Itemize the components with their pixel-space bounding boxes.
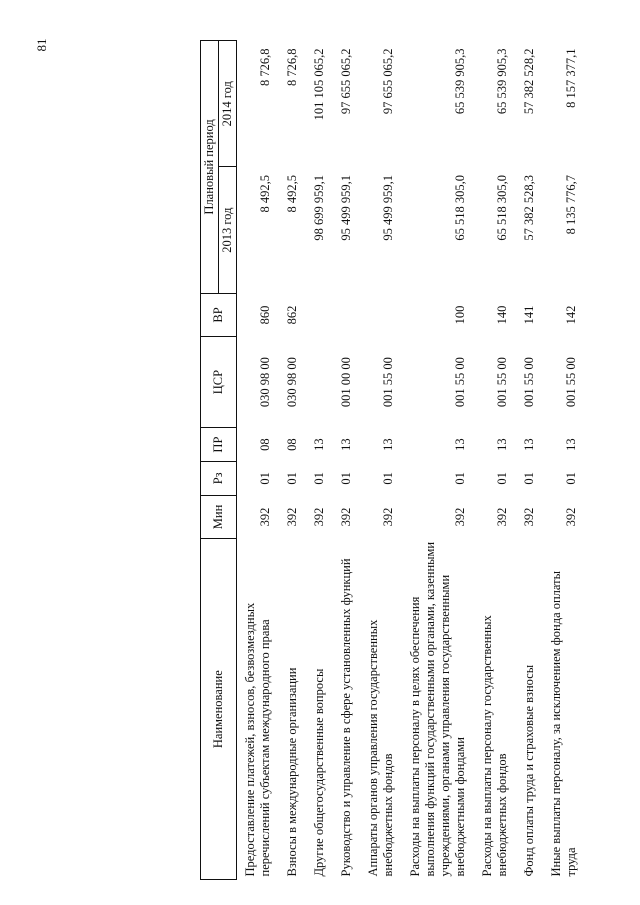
cell-name: Расходы на выплаты персоналу государственных внебюджетных фондов: [480, 615, 509, 877]
page-number: 81: [34, 38, 49, 52]
cell-name: Руководство и управление в сфере установленных функций: [339, 558, 353, 877]
cell-csr: 001 55 00: [564, 357, 578, 408]
cell-2013: 8 492,5: [285, 174, 299, 213]
cell-2014: 8 726,8: [285, 48, 299, 86]
cell-rz: 01: [285, 472, 299, 485]
table-row: [279, 41, 306, 880]
cell-rz: 01: [564, 472, 578, 485]
cell-2014: 97 655 065,2: [381, 48, 395, 115]
cell-min: 392: [522, 507, 536, 527]
table-row: [306, 41, 333, 880]
cell-rz: 01: [258, 472, 272, 485]
header-name: Наименование: [201, 539, 237, 880]
header-2013: 2013 год: [219, 167, 237, 293]
cell-csr: 001 55 00: [381, 357, 395, 408]
cell-min: 392: [258, 507, 272, 527]
cell-vr: 140: [495, 305, 509, 325]
cell-name: Фонд оплаты труда и страховые взносы: [522, 664, 536, 877]
cell-2013: 8 492,5: [258, 174, 272, 213]
cell-2014: 8 157 377,1: [564, 48, 578, 108]
table-row: [237, 41, 280, 880]
cell-rz: 01: [453, 472, 467, 485]
table-row: [516, 41, 543, 880]
header-pr: ПР: [201, 428, 237, 462]
table-row: [360, 41, 402, 880]
cell-pr: 13: [522, 438, 536, 451]
table-row: [474, 41, 516, 880]
table-header-row: [201, 41, 219, 880]
cell-pr: 08: [258, 438, 272, 451]
cell-pr: 13: [453, 438, 467, 451]
header-csr: ЦСР: [201, 337, 237, 428]
cell-2013: 65 518 305,0: [495, 174, 509, 241]
cell-min: 392: [495, 507, 509, 527]
table-row: [543, 41, 585, 880]
cell-2013: 95 499 959,1: [339, 174, 353, 241]
cell-csr: 030 98 00: [258, 357, 272, 408]
cell-vr: [333, 293, 360, 336]
cell-2014: 8 726,8: [258, 48, 272, 86]
header-vr: ВР: [201, 293, 237, 336]
cell-min: 392: [453, 507, 467, 527]
cell-2014: 65 539 905,3: [495, 48, 509, 115]
cell-pr: 13: [564, 438, 578, 451]
cell-vr: 862: [285, 305, 299, 325]
table-row: [333, 41, 360, 880]
cell-2014: 97 655 065,2: [339, 48, 353, 115]
budget-table: [200, 40, 585, 880]
cell-name: Другие общегосударственные вопросы: [312, 668, 326, 877]
cell-2013: 8 135 776,7: [564, 174, 578, 235]
cell-min: 392: [285, 507, 299, 527]
cell-csr: 001 55 00: [522, 357, 536, 408]
cell-vr: 142: [564, 305, 578, 325]
cell-rz: 01: [495, 472, 509, 485]
cell-vr: 100: [453, 305, 467, 325]
cell-min: 392: [312, 507, 326, 527]
cell-vr: 141: [522, 305, 536, 325]
cell-csr: 001 55 00: [453, 357, 467, 408]
cell-vr: [306, 293, 333, 336]
cell-pr: 13: [339, 438, 353, 451]
cell-name: Предоставление платежей, взносов, безвозмездных перечислений субъектам международного права: [243, 602, 272, 877]
cell-csr: 001 55 00: [495, 357, 509, 408]
cell-rz: 01: [339, 472, 353, 485]
cell-name: Взносы в международные организации: [285, 667, 299, 877]
cell-csr: 030 98 00: [285, 357, 299, 408]
cell-csr: 001 00 00: [339, 357, 353, 408]
cell-csr: [306, 337, 333, 428]
cell-2014: 65 539 905,3: [453, 48, 467, 115]
cell-min: 392: [339, 507, 353, 527]
cell-min: 392: [381, 507, 395, 527]
cell-2013: 57 382 528,3: [522, 174, 536, 241]
cell-vr: 860: [258, 305, 272, 325]
cell-2014: 57 382 528,2: [522, 48, 536, 115]
cell-rz: 01: [522, 472, 536, 485]
cell-2013: 65 518 305,0: [453, 174, 467, 241]
header-min: Мин: [201, 495, 237, 539]
header-rz: Рз: [201, 462, 237, 496]
header-2014: 2014 год: [219, 41, 237, 167]
cell-rz: 01: [381, 472, 395, 485]
cell-name: Аппараты органов управления государственных внебюджетных фондов: [366, 619, 395, 877]
cell-2014: 101 105 065,2: [312, 48, 326, 121]
cell-vr: [360, 293, 402, 336]
header-planned-period: Плановый период: [201, 41, 219, 294]
cell-pr: 08: [285, 438, 299, 451]
cell-2013: 98 699 959,1: [312, 174, 326, 241]
cell-rz: 01: [312, 472, 326, 485]
cell-min: 392: [564, 507, 578, 527]
cell-name: Иные выплаты персоналу, за исключением фонда оплаты труда: [549, 571, 578, 877]
table-row: [402, 41, 474, 880]
cell-pr: 13: [495, 438, 509, 451]
cell-pr: 13: [381, 438, 395, 451]
cell-name: Расходы на выплаты персоналу в целях обеспечения выполнения функций государственными органами, казенными учреждениями, органами управления государственными внебюджетными фондами: [408, 541, 467, 877]
cell-2013: 95 499 959,1: [381, 174, 395, 241]
cell-pr: 13: [312, 438, 326, 451]
